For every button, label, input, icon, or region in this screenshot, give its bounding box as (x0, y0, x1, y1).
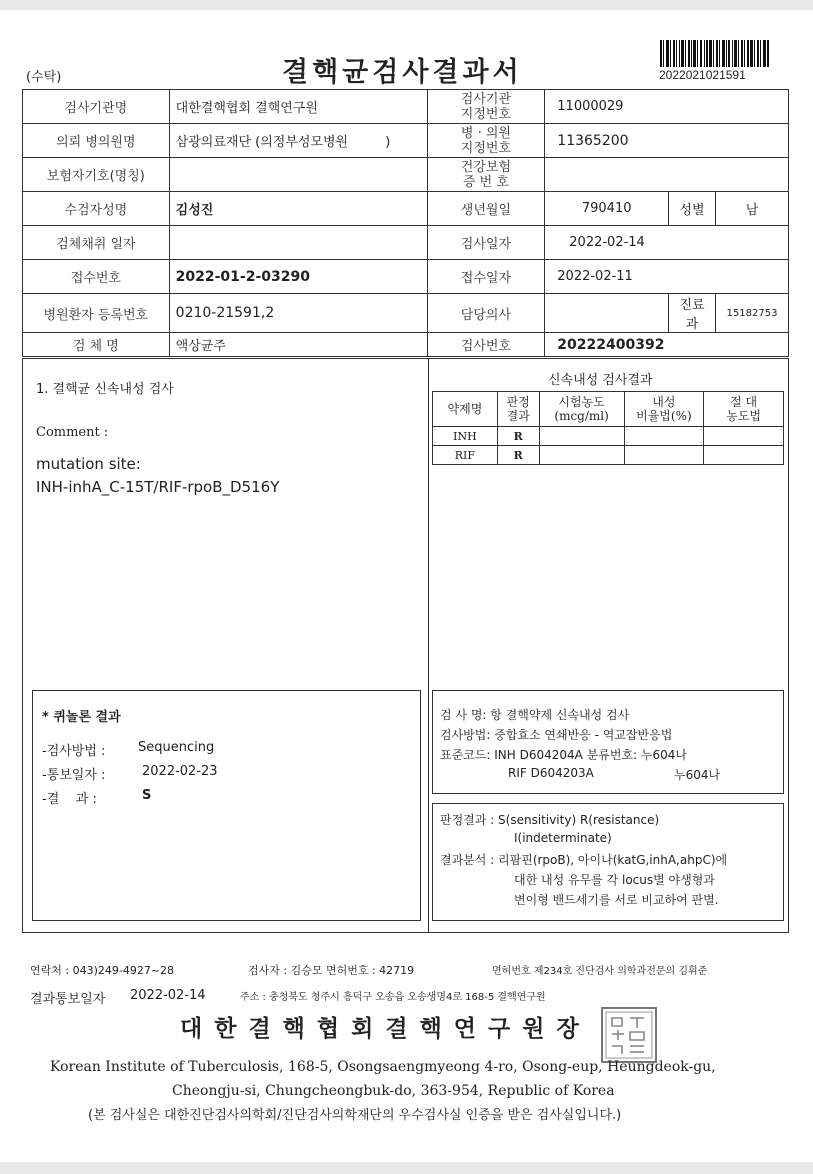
interpretation-line5: 변이형 밴드세기를 서로 비교하여 판별. (514, 893, 719, 907)
department-value: 15182753 (716, 294, 789, 333)
english-address-line2: Cheongju-si, Chungcheongbuk-do, 363-954, Republic of Korea (172, 1083, 615, 1099)
receipt-no-value: 2022-01-2-03290 (169, 260, 427, 294)
license-info: 면허번호 제234호 진단검사 의학과전문의 김휘준 (492, 966, 708, 977)
document-title: 결핵균검사결과서 (282, 57, 523, 88)
requesting-hospital-label: 의뢰 병의원명 (23, 124, 170, 158)
header-concentration: 시험농도 (mcg/ml) (539, 392, 624, 427)
patient-reg-value: 0210-21591,2 (169, 294, 427, 333)
test-no-label: 검사번호 (427, 333, 545, 357)
english-address-line1: Korean Institute of Tuberculosis, 168-5, Osongsaengmyeong 4-ro, Osong-eup, Heungdeok-gu, (50, 1059, 716, 1075)
requesting-hospital-value: 삼광의료재단 (의정부성모병원 ) (169, 124, 427, 158)
collection-date-label: 검체채취 일자 (23, 226, 170, 260)
bottom-edge (0, 1162, 813, 1174)
row-conc (539, 446, 624, 465)
result-label: -결 과 : (42, 792, 97, 807)
contact-info: 연락처 : 043)249-4927~28 (30, 964, 175, 977)
sutak-label: (수탁) (26, 70, 62, 85)
header-result: 판정 결과 (497, 392, 539, 427)
notify-date-value: 2022-02-14 (130, 988, 206, 1003)
dob-label: 생년월일 (427, 192, 545, 226)
sex-label: 성별 (669, 192, 716, 226)
row-ratio (624, 427, 704, 446)
susceptibility-table (432, 391, 784, 465)
interpretation-line1: 판정결과 : S(sensitivity) R(resistance) (440, 813, 660, 827)
method-label: -검사방법 : (42, 744, 106, 759)
interpretation-line4: 대한 내성 유무를 각 locus별 야생형과 (514, 873, 715, 887)
doctor-value (545, 294, 669, 333)
standard-code-line: 표준코드: INH D604204A 분류번호: 누604나 (440, 748, 687, 762)
susceptibility-title: 신속내성 검사결과 (548, 373, 653, 388)
notify-value: 2022-02-23 (142, 764, 218, 779)
official-seal-image (600, 1006, 658, 1064)
test-name-line: 검 사 명: 항 결핵약제 신속내성 검사 (440, 708, 630, 722)
row-drug: INH (433, 427, 498, 446)
doctor-label: 담당의사 (427, 294, 545, 333)
interpretation-line2: I(indeterminate) (514, 831, 612, 845)
receipt-no-label: 접수번호 (23, 260, 170, 294)
header-absolute: 절 대 농도법 (704, 392, 784, 427)
row-result: R (497, 446, 539, 465)
quinolone-title: * 퀴놀론 결과 (42, 710, 121, 725)
standard-code-rif: RIF D604203A (508, 766, 594, 780)
insurer-label: 보험자기호(명칭) (23, 158, 170, 192)
health-insurance-no-label: 건강보험 증 번 호 (427, 158, 545, 192)
hospital-no-label: 병 · 의원 지정번호 (427, 124, 545, 158)
row-conc (539, 427, 624, 446)
test-date-label: 검사일자 (427, 226, 545, 260)
row-ratio (624, 446, 704, 465)
barcode-image (660, 40, 770, 67)
row-result: R (497, 427, 539, 446)
patient-name-value: 김성진 (169, 192, 427, 226)
section-divider (428, 358, 429, 933)
address-info: 주소 : 충청북도 청주시 흥덕구 오송읍 오송생명4로 168-5 결핵연구원 (240, 992, 546, 1003)
row-drug: RIF (433, 446, 498, 465)
barcode-number: 2022021021591 (659, 68, 746, 82)
dob-value: 790410 (545, 192, 669, 226)
hospital-no-value: 11365200 (545, 124, 789, 158)
inst-no-label: 검사기관 지정번호 (427, 90, 545, 124)
row-abs (704, 446, 784, 465)
inst-no-value: 11000029 (545, 90, 789, 124)
classification-rif: 누604나 (674, 768, 721, 782)
patient-reg-label: 병원환자 등록번호 (23, 294, 170, 333)
mutation-value: INH-inhA_C-15T/RIF-rpoB_D516Y (36, 478, 280, 496)
test-no-value: 20222400392 (545, 333, 789, 357)
notify-date-label: 결과통보일자 (30, 992, 106, 1007)
specimen-label: 검 체 명 (23, 333, 170, 357)
top-edge (0, 0, 813, 10)
tester-info: 검사자 : 김승모 면허번호 : 42719 (248, 964, 415, 977)
test-method-line: 검사방법: 중합효소 연쇄반응 - 역교잡반응법 (440, 728, 673, 742)
mutation-label: mutation site: (36, 455, 141, 473)
collection-date-value (169, 226, 427, 260)
specimen-value: 액상균주 (169, 333, 427, 357)
section-title: 1. 결핵균 신속내성 검사 (36, 382, 174, 397)
inst-label: 검사기관명 (23, 90, 170, 124)
header-drug: 약제명 (433, 392, 498, 427)
organization-name: 대 한 결 핵 협 회 결 핵 연 구 원 장 (180, 1015, 581, 1042)
test-date-value: 2022-02-14 (545, 226, 789, 260)
department-label: 진료과 (669, 294, 716, 333)
interpretation-line3: 결과분석 : 리팜핀(rpoB), 아이나(katG,inhA,ahpC)에 (440, 853, 728, 867)
info-table (22, 89, 789, 357)
result-value: S (142, 788, 152, 803)
method-value: Sequencing (138, 740, 215, 755)
receipt-date-value: 2022-02-11 (545, 260, 789, 294)
header-ratio: 내성 비율법(%) (624, 392, 704, 427)
inst-value: 대한결핵협회 결핵연구원 (169, 90, 427, 124)
comment-label: Comment : (36, 425, 109, 440)
row-abs (704, 427, 784, 446)
receipt-date-label: 접수일자 (427, 260, 545, 294)
notify-label: -통보일자 : (42, 768, 106, 783)
patient-name-label: 수검자성명 (23, 192, 170, 226)
sex-value: 남 (716, 192, 789, 226)
insurer-value (169, 158, 427, 192)
health-insurance-no-value (545, 158, 789, 192)
certification-note: (본 검사실은 대한진단검사의학회/진단검사의학재단의 우수검사실 인증을 받은 검사실입니다.) (88, 1108, 622, 1123)
